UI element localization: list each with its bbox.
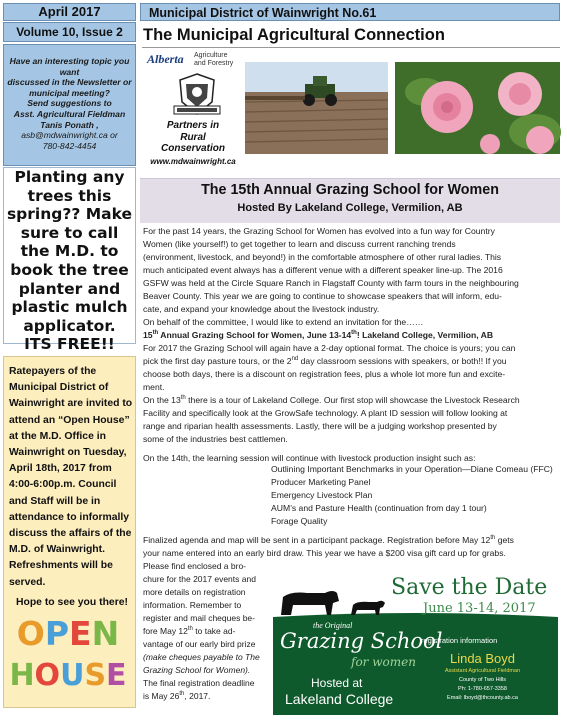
topic-line: want: [59, 66, 80, 77]
open-house-line: Ratepayers of the: [9, 366, 97, 377]
body-line: your name entered into an early bird draw. This year we have a $200 visa gift card up for grabs.: [143, 548, 506, 558]
pink-roses-photo: [395, 62, 560, 154]
open-house-box: [3, 356, 136, 708]
notice-line: spring?? Make: [6, 205, 133, 224]
open-house-line: and Staff will be in: [9, 495, 101, 507]
topic-line: Send suggestions to: [27, 98, 112, 109]
body-line: pick the first day pasture tours, or the 2nd day classroom sessions with speakers, or both!! If you: [143, 356, 507, 366]
body-line: (environment, livestock, and beyond!) in the comfortable atmosphere of other rural ladies. This: [143, 252, 502, 262]
event-details: 15th Annual Grazing School for Women, June 13-14th! Lakeland College, Vermilion, AB: [143, 330, 494, 340]
body-line: register and mail cheques be-: [143, 613, 255, 623]
ministry-line: Agriculture: [194, 52, 228, 59]
grazing-school-logo: Grazing School: [280, 629, 443, 653]
article-intro: [143, 225, 563, 446]
save-the-date-heading: Save the Date: [391, 575, 548, 600]
alberta-logo: Alberta: [147, 52, 184, 66]
topic-line: Tanis Ponath ,: [40, 119, 99, 130]
the-original-label: the Original: [313, 621, 353, 630]
notice-line: applicator.: [23, 316, 116, 335]
notice-line: Planting any: [14, 168, 125, 186]
article-subtitle: Hosted By Lakeland College, Vermilion, AB: [237, 202, 463, 214]
partners-line: Rural: [180, 131, 206, 143]
body-line: range and riparian health assessments. Lastly, there will be a judging workshop presented by: [143, 421, 497, 431]
body-line: GSFW was held at the Circle Square Ranch in Flagstaff County with farm tours in the neighbouring: [143, 278, 519, 288]
body-line: some of the industries best cattlemen.: [143, 434, 288, 444]
see-you-text: Hope to see you there!: [15, 596, 128, 608]
newsletter-title: The Municipal Agricultural Connection: [143, 26, 445, 44]
tree-planter-notice: [3, 167, 136, 354]
body-line: much anticipated event always has a different venue with a different speaker line-up. The 2016: [143, 265, 503, 275]
open-house-line: Municipal District of: [9, 382, 109, 394]
open-house-word-1: OPEN: [16, 614, 120, 653]
save-the-date-ad: [273, 575, 558, 715]
event-dates: June 13-14, 2017: [423, 601, 536, 616]
open-house-line: attendance to informally: [9, 511, 130, 523]
topic-item: Producer Marketing Panel: [271, 477, 371, 487]
day2-intro: On the 14th, the learning session will continue with livestock production insight such as:: [143, 453, 476, 463]
topic-item: Emergency Livestock Plan: [271, 490, 373, 500]
body-line: fore May 12th to take ad-: [143, 626, 236, 636]
topic-line: Asst. Agricultural Fieldman: [13, 108, 126, 119]
contact-line: Assistant Agricultural Fieldman: [444, 668, 521, 674]
notice-line: sure to call: [20, 223, 119, 242]
body-line: cate, and expand your knowledge about the livestock industry.: [143, 304, 380, 314]
open-house-line: M.D. of Wainwright.: [9, 544, 106, 556]
body-line: Beaver County. This year we are going to continue to showcase speakers that will inform, edu-: [143, 291, 502, 301]
notice-line: trees this: [27, 186, 112, 205]
open-house-word-2: HOUSE: [9, 658, 127, 693]
open-house-line: at the M.D. Office in: [9, 430, 106, 442]
topic-item: Outlining Important Benchmarks in your Operation—Diane Comeau (FFC): [271, 464, 553, 474]
topic-line: discussed in the Newsletter or: [7, 77, 132, 88]
for-women-label: for women: [351, 655, 416, 669]
ministry-line: and Forestry: [194, 60, 234, 67]
body-line: vantage of our early bird prize: [143, 639, 256, 649]
notice-line: planter and: [18, 279, 121, 298]
contact-phone: 780-842-4454: [42, 140, 97, 151]
body-line: Facility and specifically look at the GrowSafe technology. A plant ID session will follow looking at: [143, 408, 508, 418]
body-line: On the 13th there is a tour of Lakeland College. Our first stop will showcase the Livestock Research: [143, 395, 520, 405]
body-line: On behalf of the committee, I would like to extend an invitation for the……: [143, 317, 424, 327]
issue-date: April 2017: [3, 3, 136, 21]
article-title: The 15th Annual Grazing School for Women: [201, 182, 499, 198]
body-line: The final registration deadline: [143, 678, 255, 688]
body-line: is May 26th, 2017.: [143, 691, 211, 701]
body-line: Women (like yourself!) to get together to learn and discuss current ranching trends: [143, 239, 456, 249]
open-house-line: April 18th, 2017 from: [9, 463, 112, 475]
body-line: For the past 14 years, the Grazing School for Women has evolved into a fun way for Country: [143, 226, 495, 236]
registration-details: [143, 560, 273, 703]
contact-name: Linda Boyd: [449, 651, 516, 666]
website-link[interactable]: www.mdwainwright.ca: [150, 156, 236, 166]
body-line: information. Remember to: [143, 600, 242, 610]
notice-line: plastic mulch: [11, 298, 128, 317]
contact-email[interactable]: asb@mdwainwright.ca or: [21, 130, 118, 141]
partners-line: Partners in: [166, 120, 220, 131]
body-line: ment.: [143, 382, 165, 392]
host-college: Lakeland College: [285, 691, 394, 707]
open-house-line: served.: [9, 576, 46, 588]
body-line: choose both days, there is a discount on registration fees, plus a whole lot more fun and excite-: [143, 369, 506, 379]
body-line: more details on registration: [143, 587, 246, 597]
open-house-line: 4:00-6:00p.m. Council: [9, 479, 117, 491]
topic-suggestion-box: [3, 44, 136, 166]
notice-line: book the tree: [10, 260, 129, 279]
hosted-at-label: Hosted at: [311, 676, 363, 690]
topic-line: municipal meeting?: [29, 87, 110, 98]
session-topics: [271, 463, 561, 528]
open-house-line: Wainwright on Tuesday,: [9, 447, 127, 459]
topic-line: Have an interesting topic you: [9, 56, 130, 66]
volume-issue: Volume 10, Issue 2: [3, 22, 136, 42]
topic-item: Forage Quality: [271, 516, 328, 526]
contact-line: Ph: 1-780-657-3358: [458, 686, 507, 692]
district-crest-icon: [166, 72, 228, 118]
ministry-name: [194, 52, 233, 68]
open-house-line: Wainwright are invited to: [9, 398, 133, 410]
body-line: For 2017 the Grazing School will again have a 2-day optional format. The choice is yours; you can: [143, 343, 516, 353]
district-name-bar: Municipal District of Wainwright No.61: [140, 3, 560, 21]
open-house-line: attend an “Open House”: [9, 414, 130, 426]
title-divider: [142, 47, 560, 48]
body-line: Finalized agenda and map will be sent in a participant package. Registration before May 12th gets: [143, 535, 514, 545]
partners-line: Conservation: [161, 143, 225, 154]
partners-tagline: [146, 120, 240, 166]
contact-info: [425, 667, 540, 703]
body-line: Please find enclosed a bro-: [143, 561, 247, 571]
registration-note: [143, 534, 563, 560]
notice-line: ITS FREE!!: [24, 335, 115, 354]
contact-line: County of Two Hills: [459, 677, 506, 683]
tractor-field-photo: [245, 62, 388, 154]
notice-line: the M.D. to: [20, 242, 119, 261]
open-house-line: discuss the affairs of the: [9, 528, 132, 540]
contact-line: Email: lboyd@thcounty.ab.ca: [447, 695, 518, 701]
body-line: chure for the 2017 events and: [143, 574, 256, 584]
body-line: Grazing School for Women).: [143, 665, 251, 675]
open-house-line: Refreshments will be: [9, 560, 113, 572]
body-line: (make cheques payable to The: [143, 652, 260, 662]
open-house-logo: [9, 607, 127, 697]
registration-info-label: registration information: [421, 636, 498, 645]
topic-item: AUM’s and Pasture Health (continuation from day 1 tour): [271, 503, 487, 513]
